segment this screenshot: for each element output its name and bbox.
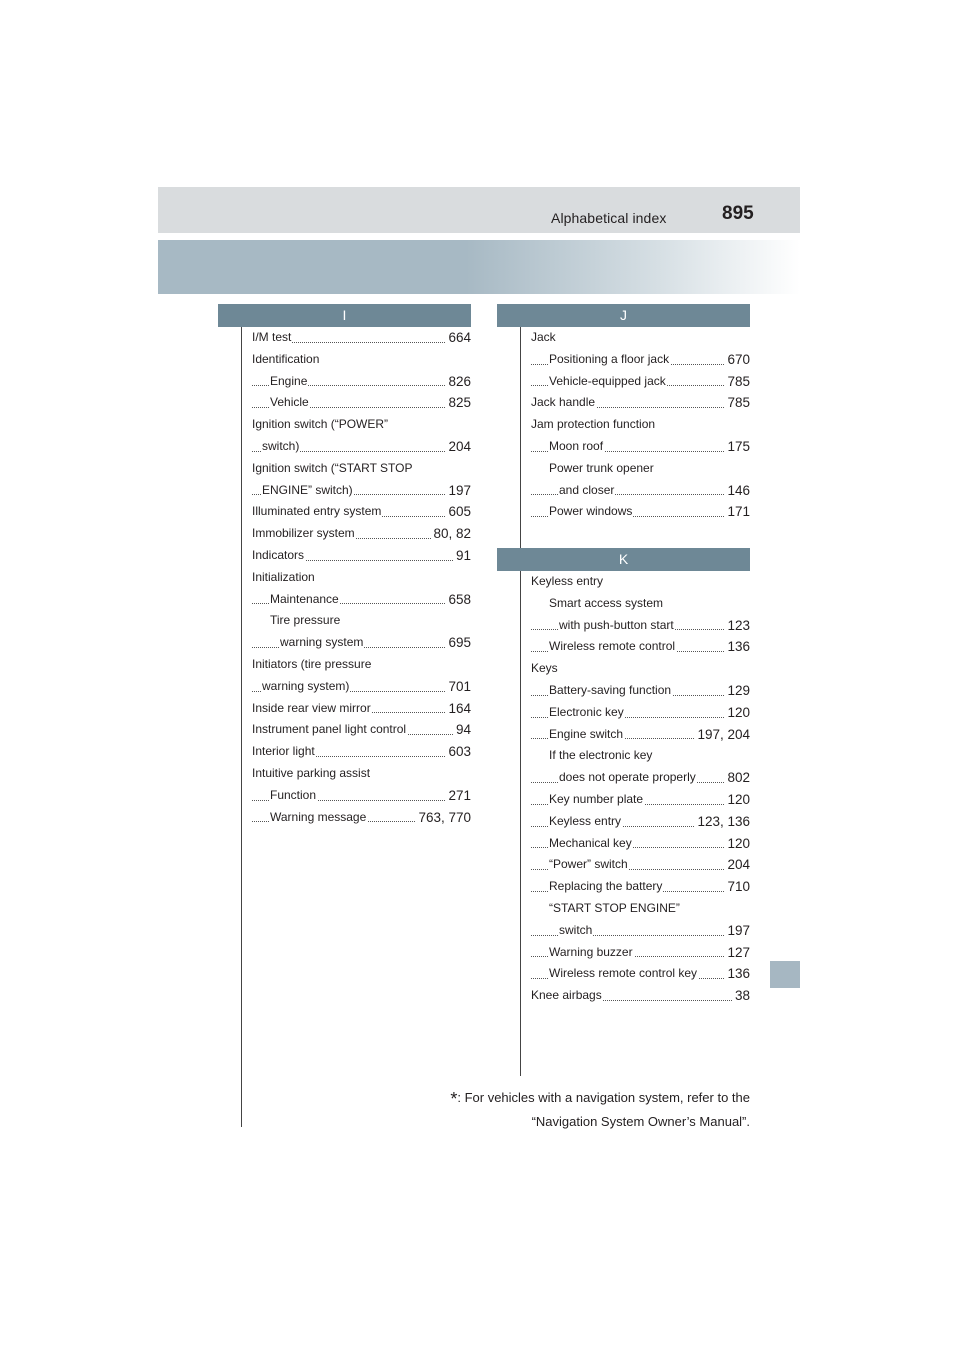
index-entry-page: 146	[725, 480, 750, 502]
index-entry-text: Moon roof	[549, 438, 604, 453]
index-entry-text: Ignition switch (“POWER”	[252, 417, 389, 432]
index-entry	[531, 392, 750, 414]
index-entry	[531, 414, 750, 436]
index-entry-text: Jam protection function	[531, 417, 656, 432]
index-entry-page: 123	[725, 615, 750, 637]
index-entry-page: 204	[725, 854, 750, 876]
index-entry-text: Immobilizer system	[252, 526, 355, 541]
index-entry	[531, 745, 750, 767]
index-entry-text: Smart access system	[549, 595, 664, 610]
index-entry-page: 120	[725, 702, 750, 724]
index-entry	[252, 371, 471, 393]
index-entry	[531, 942, 750, 964]
index-entry-text: switch)	[262, 438, 300, 453]
index-entry-text: Positioning a floor jack	[549, 351, 670, 366]
index-entry-text: Key number plate	[549, 791, 644, 806]
index-entry	[252, 785, 471, 807]
index-entry-text: warning system)	[262, 678, 350, 693]
index-entry-text: Battery-saving function	[549, 682, 672, 697]
index-entry	[252, 719, 471, 741]
index-entry-text: Power trunk opener	[549, 460, 654, 475]
index-entry-text: Jack	[531, 330, 556, 344]
index-entry	[531, 702, 750, 724]
index-entry-page: 127	[725, 942, 750, 964]
index-entry-page: 802	[725, 767, 750, 789]
index-entry-text: Electronic key	[549, 704, 624, 719]
index-entry-text: Vehicle	[270, 395, 309, 410]
index-entry-text: Power windows	[549, 504, 633, 519]
index-entry-page: 80, 82	[431, 523, 471, 545]
index-entry	[252, 698, 471, 720]
index-entry	[531, 349, 750, 371]
index-entry	[252, 545, 471, 567]
index-entry	[252, 567, 471, 589]
index-column-i	[252, 327, 471, 828]
index-entry-page: 271	[446, 785, 471, 807]
index-entry-text: Ignition switch (“START STOP	[252, 460, 413, 475]
index-entry-text: Indicators	[252, 547, 305, 562]
index-entry-text: and closer	[559, 482, 615, 497]
index-entry-page: 785	[725, 371, 750, 393]
index-column-j	[531, 327, 750, 523]
index-entry	[252, 610, 471, 632]
index-entry	[252, 436, 471, 458]
footnote	[420, 1087, 750, 1132]
header-bar	[158, 187, 800, 233]
index-entry	[252, 763, 471, 785]
chapter-banner	[158, 240, 800, 294]
index-entry-text: Replacing the battery	[549, 879, 663, 894]
index-entry-page: 701	[446, 676, 471, 698]
index-entry	[531, 920, 750, 942]
index-entry-page: 658	[446, 589, 471, 611]
page-number: 895	[722, 203, 754, 224]
index-entry-page: 826	[446, 371, 471, 393]
index-entry-text: Knee airbags	[531, 988, 602, 1003]
index-entry-text: Function	[270, 787, 317, 802]
index-entry-text: Keyless entry	[549, 813, 622, 828]
index-entry-text: Initialization	[252, 569, 315, 584]
index-entry-text: Mechanical key	[549, 835, 632, 850]
index-entry-text: Interior light	[252, 744, 315, 759]
index-entry-page: 164	[446, 698, 471, 720]
index-entry	[531, 985, 750, 1007]
index-entry-text: Maintenance	[270, 591, 339, 606]
index-entry-page: 171	[725, 501, 750, 523]
index-entry-text: Keys	[531, 661, 558, 676]
index-entry	[531, 680, 750, 702]
index-entry	[531, 658, 750, 680]
index-entry-page: 123, 136	[695, 811, 750, 833]
index-entry	[252, 654, 471, 676]
index-entry-text: “Power” switch	[549, 857, 628, 872]
index-entry	[531, 767, 750, 789]
index-entry-text: Identification	[252, 351, 320, 366]
index-entry-text: switch	[559, 922, 593, 937]
index-entry-page: 94	[454, 719, 471, 741]
index-entry	[252, 807, 471, 829]
index-entry	[252, 501, 471, 523]
index-entry-page: 710	[725, 876, 750, 898]
index-entry-page: 204	[446, 436, 471, 458]
index-entry-page: 129	[725, 680, 750, 702]
index-entry	[252, 327, 471, 349]
index-entry-page: 785	[725, 392, 750, 414]
index-entry-text: Warning message	[270, 809, 367, 824]
index-entry-page: 197	[446, 480, 471, 502]
index-entry-text: Vehicle-equipped jack	[549, 373, 666, 388]
index-entry-text: with push-button start	[559, 617, 674, 632]
chapter-side-tab	[770, 961, 800, 988]
index-entry	[252, 480, 471, 502]
column-rule-left	[241, 327, 242, 1127]
index-entry	[531, 854, 750, 876]
index-entry	[531, 327, 750, 349]
index-entry-page: 603	[446, 741, 471, 763]
index-entry-text: Illuminated entry system	[252, 504, 382, 519]
index-entry-text: warning system	[280, 635, 364, 650]
index-entry	[531, 876, 750, 898]
index-entry	[252, 676, 471, 698]
index-entry-text: “START STOP ENGINE”	[549, 900, 680, 915]
index-entry-text: Inside rear view mirror	[252, 700, 371, 715]
index-entry	[252, 523, 471, 545]
index-entry	[531, 458, 750, 480]
footnote-line-2: “Navigation System Owner’s Manual”.	[531, 1113, 750, 1129]
index-column-k	[531, 571, 750, 1007]
index-entry-page: 605	[446, 501, 471, 523]
index-entry-text: Wireless remote control	[549, 639, 676, 654]
index-entry-text: Engine	[270, 373, 308, 388]
index-entry-page: 91	[454, 545, 471, 567]
index-entry-page: 120	[725, 789, 750, 811]
index-entry-text: ENGINE” switch)	[262, 482, 353, 497]
index-entry	[252, 589, 471, 611]
index-entry-page: 136	[725, 636, 750, 658]
index-entry	[531, 371, 750, 393]
page-title: Alphabetical index	[551, 210, 667, 226]
index-entry-text: Instrument panel light control	[252, 722, 407, 737]
column-rule-k	[520, 571, 521, 1076]
index-entry-text: Warning buzzer	[549, 944, 633, 959]
index-entry-page: 38	[733, 985, 750, 1007]
index-entry-page: 664	[446, 327, 471, 349]
index-entry-text: If the electronic key	[549, 748, 653, 763]
index-entry	[252, 458, 471, 480]
index-entry-page: 825	[446, 392, 471, 414]
index-entry-page: 136	[725, 963, 750, 985]
index-entry-page: 197, 204	[695, 724, 750, 746]
index-entry	[531, 436, 750, 458]
index-entry-text: Engine switch	[549, 726, 624, 741]
index-entry-page: 695	[446, 632, 471, 654]
index-entry-text: I/M test	[252, 330, 292, 344]
index-entry	[531, 811, 750, 833]
index-entry-page: 197	[725, 920, 750, 942]
index-entry-text: Keyless entry	[531, 574, 604, 588]
index-entry	[531, 480, 750, 502]
index-entry	[531, 501, 750, 523]
index-entry	[252, 349, 471, 371]
index-entry	[252, 414, 471, 436]
index-entry-text: Wireless remote control key	[549, 966, 698, 981]
index-entry	[531, 833, 750, 855]
section-header-i: I	[218, 304, 471, 327]
index-entry-text: does not operate properly	[559, 770, 696, 785]
index-entry-page: 763, 770	[416, 807, 471, 829]
footnote-star: *	[450, 1089, 458, 1109]
index-entry	[531, 593, 750, 615]
index-entry	[531, 636, 750, 658]
index-entry	[252, 632, 471, 654]
index-entry	[531, 571, 750, 593]
index-entry	[531, 898, 750, 920]
index-entry	[252, 741, 471, 763]
index-entry-text: Initiators (tire pressure	[252, 656, 372, 671]
index-entry-page: 120	[725, 833, 750, 855]
index-entry-text: Tire pressure	[270, 613, 341, 628]
column-rule-j	[520, 327, 521, 548]
index-entry-page: 670	[725, 349, 750, 371]
section-header-j: J	[497, 304, 750, 327]
index-entry	[252, 392, 471, 414]
index-entry	[531, 724, 750, 746]
index-entry	[531, 963, 750, 985]
section-header-k: K	[497, 548, 750, 571]
index-entry-page: 175	[725, 436, 750, 458]
footnote-line-1: : For vehicles with a navigation system, refer to the	[457, 1090, 750, 1105]
index-entry-text: Intuitive parking assist	[252, 765, 371, 780]
index-entry	[531, 615, 750, 637]
index-entry-text: Jack handle	[531, 395, 596, 410]
index-entry	[531, 789, 750, 811]
